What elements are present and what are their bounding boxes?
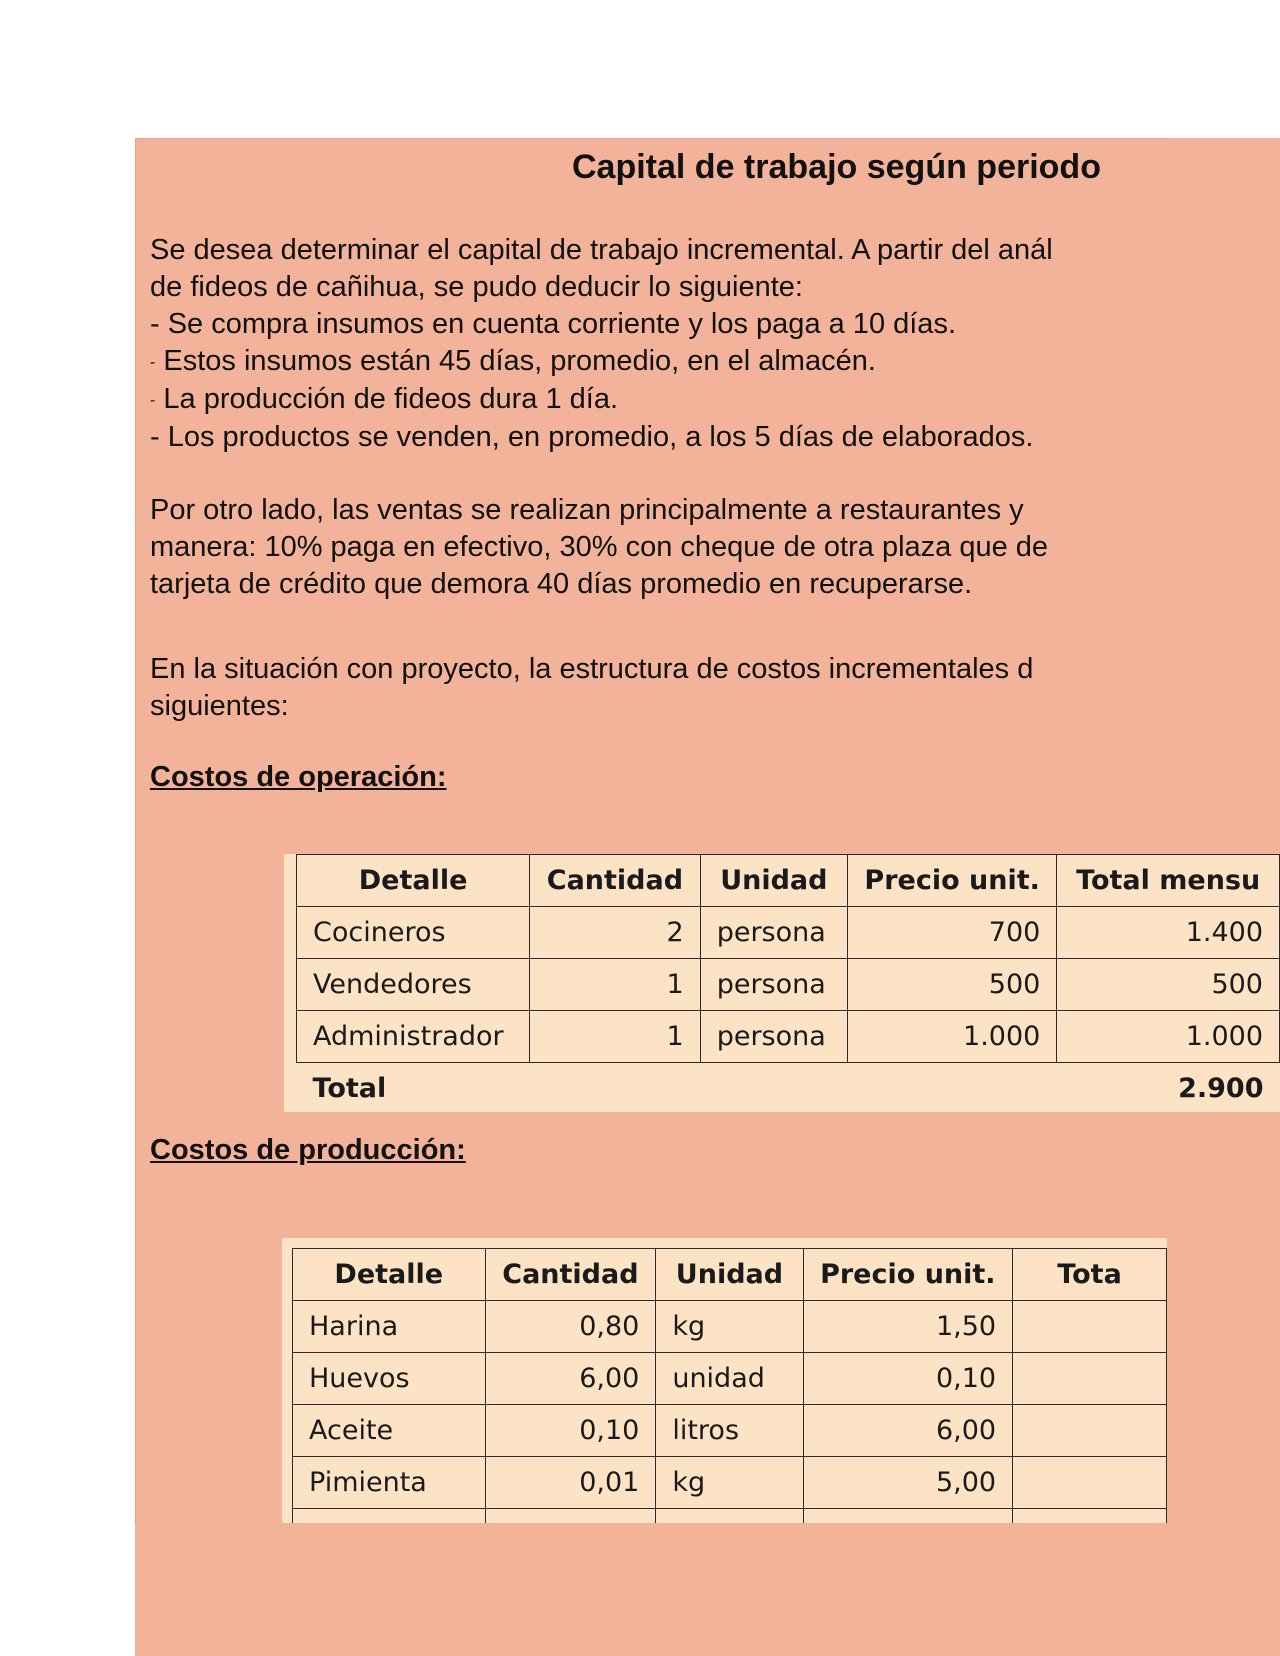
text-line: Por otro lado, las ventas se realizan principalmente a restaurantes y bbox=[150, 494, 1024, 526]
page-lower-band bbox=[135, 1523, 1280, 1656]
bullet-dash: - bbox=[150, 353, 156, 371]
column-header: Unidad bbox=[700, 855, 847, 907]
text-line-content: Estos insumos están 45 días, promedio, en el almacén. bbox=[163, 345, 876, 377]
table-row bbox=[297, 907, 1280, 959]
empty-cell bbox=[803, 1509, 1013, 1524]
production-costs-table-image bbox=[282, 1238, 1167, 1523]
cell-total bbox=[1013, 1353, 1167, 1405]
cell-precio: 1.000 bbox=[847, 1011, 1056, 1063]
text-line: - Los productos se venden, en promedio, a los 5 días de elaborados. bbox=[150, 420, 1034, 453]
operation-costs-table-image bbox=[284, 854, 1280, 1112]
cell-unidad: persona bbox=[700, 959, 847, 1011]
cell-cantidad: 1 bbox=[530, 959, 701, 1011]
cell-unidad: persona bbox=[700, 907, 847, 959]
text-line: Se desea determinar el capital de trabajo incremental. A partir del anál bbox=[150, 234, 1053, 266]
text-line: de fideos de cañihua, se pudo deducir lo siguiente: bbox=[150, 271, 803, 303]
cell-total bbox=[1013, 1301, 1167, 1353]
column-header: Detalle bbox=[293, 1249, 486, 1301]
cell-total: 1.000 bbox=[1057, 1011, 1280, 1063]
empty-cell bbox=[485, 1509, 656, 1524]
cell-precio: 500 bbox=[847, 959, 1056, 1011]
text-line: - Se compra insumos en cuenta corriente y los paga a 10 días. bbox=[150, 308, 956, 340]
cell-unidad: kg bbox=[656, 1301, 803, 1353]
cell-cantidad: 1 bbox=[530, 1011, 701, 1063]
cell-total bbox=[1013, 1457, 1167, 1509]
operation-costs-heading: Costos de operación: bbox=[150, 761, 447, 793]
column-header: Detalle bbox=[297, 855, 530, 907]
cell-detalle: Pimienta bbox=[293, 1457, 486, 1509]
operation-costs-table bbox=[296, 854, 1280, 1112]
bullet-dash: - bbox=[150, 391, 156, 409]
empty-cell bbox=[1013, 1509, 1167, 1524]
cell-detalle: Vendedores bbox=[297, 959, 530, 1011]
empty-cell bbox=[656, 1509, 803, 1524]
column-header: Cantidad bbox=[530, 855, 701, 907]
table-row-cut-off bbox=[293, 1509, 1167, 1524]
production-costs-table bbox=[292, 1248, 1167, 1523]
table-header-row bbox=[297, 855, 1280, 907]
table-total-row bbox=[297, 1063, 1280, 1113]
column-header: Cantidad bbox=[485, 1249, 656, 1301]
empty-cell bbox=[530, 1063, 701, 1113]
cell-cantidad: 0,01 bbox=[485, 1457, 656, 1509]
cell-detalle: Harina bbox=[293, 1301, 486, 1353]
cell-precio: 1,50 bbox=[803, 1301, 1013, 1353]
total-value: 2.900 bbox=[1178, 1073, 1264, 1104]
text-line: siguientes: bbox=[150, 690, 289, 722]
cell-detalle: Aceite bbox=[293, 1405, 486, 1457]
cell-total: 1.400 bbox=[1057, 907, 1280, 959]
costs-paragraph bbox=[150, 651, 1167, 725]
cell-unidad: kg bbox=[656, 1457, 803, 1509]
page-title: Capital de trabajo según periodo bbox=[572, 148, 1101, 186]
table-row bbox=[293, 1353, 1167, 1405]
table-header-row bbox=[293, 1249, 1167, 1301]
empty-cell bbox=[293, 1509, 486, 1524]
table-row bbox=[293, 1457, 1167, 1509]
cell-detalle: Cocineros bbox=[297, 907, 530, 959]
cell-cantidad: 0,10 bbox=[485, 1405, 656, 1457]
column-header: Tota bbox=[1013, 1249, 1167, 1301]
table-row bbox=[297, 1011, 1280, 1063]
cell-cantidad: 6,00 bbox=[485, 1353, 656, 1405]
text-line bbox=[150, 343, 1167, 381]
cell-precio: 6,00 bbox=[803, 1405, 1013, 1457]
text-line-content: La producción de fideos dura 1 día. bbox=[163, 382, 619, 415]
document-page bbox=[135, 138, 1280, 1656]
text-line: manera: 10% paga en efectivo, 30% con cheque de otra plaza que de bbox=[150, 531, 1049, 563]
cell-total bbox=[1013, 1405, 1167, 1457]
text-line: En la situación con proyecto, la estructura de costos incrementales d bbox=[150, 653, 1034, 685]
cell-precio: 700 bbox=[847, 907, 1056, 959]
text-line bbox=[150, 381, 1167, 419]
table-row bbox=[297, 959, 1280, 1011]
column-header: Precio unit. bbox=[847, 855, 1056, 907]
total-label: Total bbox=[312, 1073, 387, 1104]
column-header: Unidad bbox=[656, 1249, 803, 1301]
cell-precio: 0,10 bbox=[803, 1353, 1013, 1405]
cell-unidad: unidad bbox=[656, 1353, 803, 1405]
cell-detalle: Administrador bbox=[297, 1011, 530, 1063]
cell-detalle: Huevos bbox=[293, 1353, 486, 1405]
cell-cantidad: 0,80 bbox=[485, 1301, 656, 1353]
cell-total: 500 bbox=[1057, 959, 1280, 1011]
cell-unidad: litros bbox=[656, 1405, 803, 1457]
table-row bbox=[293, 1405, 1167, 1457]
column-header: Precio unit. bbox=[803, 1249, 1013, 1301]
cell-precio: 5,00 bbox=[803, 1457, 1013, 1509]
production-costs-heading: Costos de producción: bbox=[150, 1134, 466, 1166]
empty-cell bbox=[847, 1063, 1056, 1113]
text-line: tarjeta de crédito que demora 40 días promedio en recuperarse. bbox=[150, 568, 973, 600]
cell-cantidad: 2 bbox=[530, 907, 701, 959]
cell-unidad: persona bbox=[700, 1011, 847, 1063]
column-header: Total mensu bbox=[1057, 855, 1280, 907]
table-row bbox=[293, 1301, 1167, 1353]
intro-paragraph bbox=[150, 232, 1167, 456]
empty-cell bbox=[700, 1063, 847, 1113]
sales-paragraph bbox=[150, 492, 1167, 603]
